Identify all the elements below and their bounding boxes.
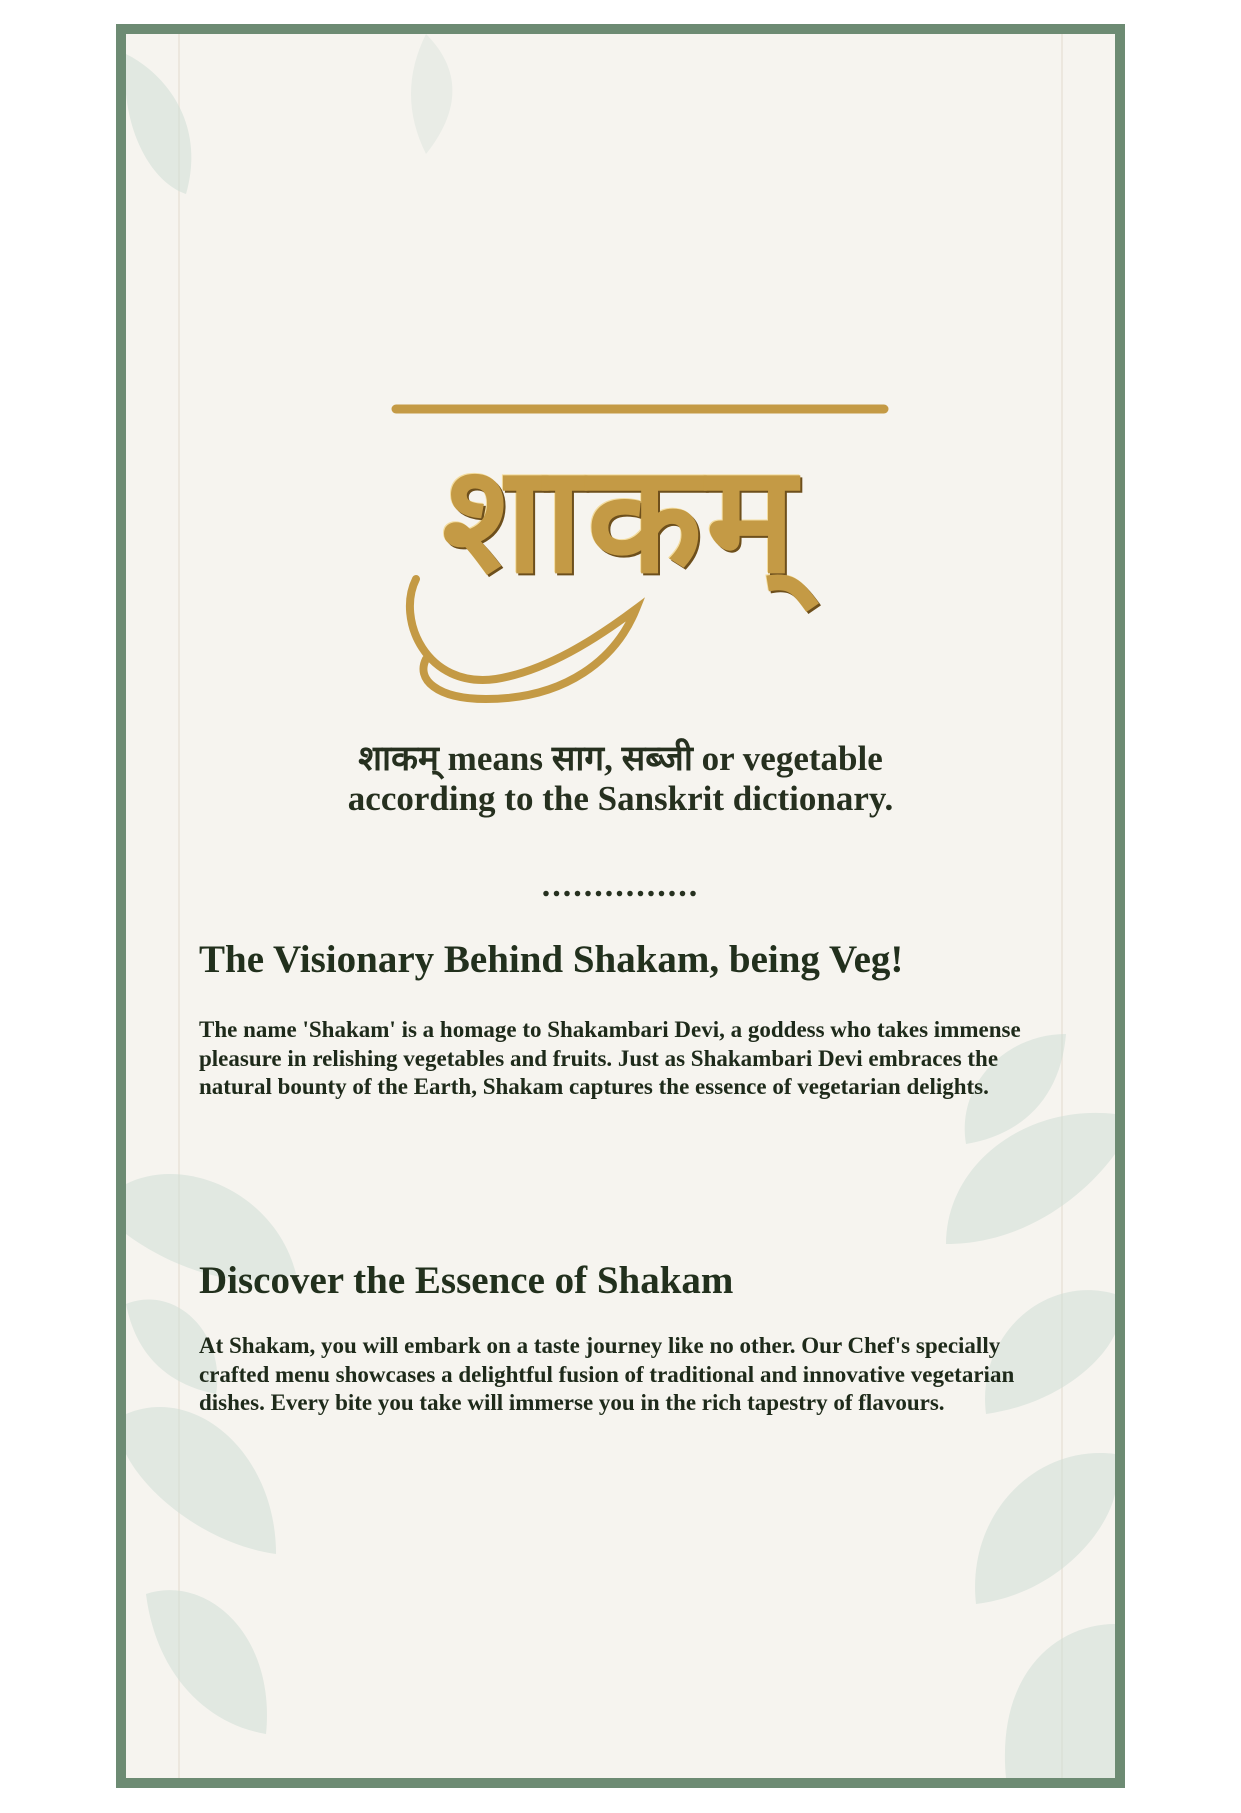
leaf-decoration — [126, 34, 1115, 1778]
logo-text: शाकम् — [442, 431, 800, 607]
section-body-essence: At Shakam, you will embark on a taste journey like no other. Our Chef's specially crafted menu showcases a delightful fusion of traditional and innovative vegetarian dishes. Every bite you take will immerse you in the rich tapestry of flavours. — [199, 1333, 1015, 1415]
leaf-top-center — [411, 34, 452, 154]
leaf-bottom-right-3 — [975, 1453, 1115, 1604]
leaf-bottom-right-4 — [1005, 1624, 1115, 1778]
leaf-bottom-left-2 — [126, 1407, 276, 1554]
shakam-logo — [336, 389, 906, 729]
leaf-bottom-left-3 — [146, 1590, 267, 1734]
tagline — [126, 739, 1115, 819]
section-heading-essence: Discover the Essence of Shakam — [199, 1259, 734, 1302]
leaf-top-left — [126, 54, 191, 194]
tagline-line-2: according to the Sanskrit dictionary. — [347, 779, 894, 818]
tagline-line-1: शाकम् means साग, सब्जी or vegetable — [358, 739, 883, 778]
section-body-visionary: The name 'Shakam' is a homage to Shakambari Devi, a goddess who takes immense pleasure in relishing vegetables and fruits. Just as Shakambari Devi embraces the natural bounty of the Earth, Shakam captures the essence of vegetarian delights. — [199, 1017, 1021, 1099]
page-frame — [116, 24, 1125, 1788]
section-heading-visionary: The Visionary Behind Shakam, being Veg! — [199, 938, 904, 981]
dotted-divider: ............... — [541, 867, 700, 904]
